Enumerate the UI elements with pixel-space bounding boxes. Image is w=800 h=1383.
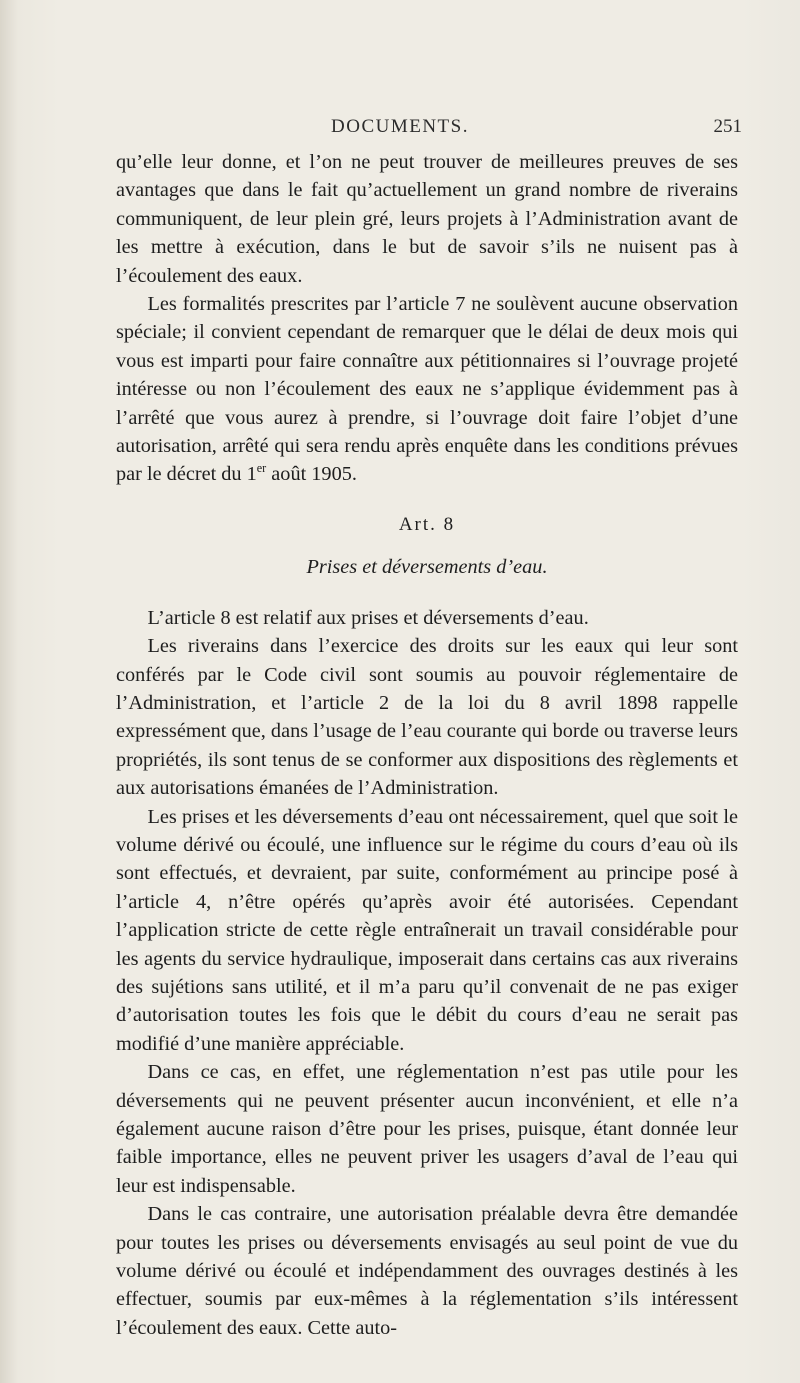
paragraph-text-end: août 1905. (266, 463, 357, 486)
paragraph: Les prises et les déversements d’eau ont nécessairement, quel que soit le volume dérivé ou écoulé, une influence sur le régime du cours d’eau où ils sont effectués, et devraient, par suite, conformément au principe posé à l’article 4, n’être opérés qu’après avoir été autorisées. Cependant l’application stricte de cette règle entraînerait un travail considérable pour les agents du service hydraulique, imposerait dans certains cas aux riverains des sujétions sans utilité, et il m’a paru qu’il convenait de ne pas exiger d’autorisation toutes les fois que le débit du cours d’eau ne serait pas modifié d’une manière appréciable. (116, 805, 738, 1055)
running-title: DOCUMENTS. (331, 116, 469, 137)
ordinal-superscript: er (256, 461, 267, 476)
paragraph-article-7-commentary (116, 290, 738, 489)
paragraph: Dans le cas contraire, une autorisation préalable devra être demandée pour toutes les prises ou déversements envisagés au seul point de vue du volume dérivé ou écoulé et indépendamment des ouvrages destinés à les effectuer, soumis par eux-mêmes à la réglementation s’ils intéressent l’écoulement des eaux. Cette auto- (116, 1203, 738, 1339)
page-body (116, 148, 738, 1342)
article-subtitle: Prises et déversements d’eau. (306, 556, 548, 579)
paragraph: L’article 8 est relatif aux prises et déversements d’eau. (147, 606, 589, 629)
paragraph: Dans ce cas, en effet, une réglementation n’est pas utile pour les déversements qui ne peuvent présenter aucun inconvénient, et elle n’a également aucune raison d’être pour les prises, puisque, étant donnée leur faible importance, elles ne peuvent priver les usagers d’aval de l’eau qui leur est indispensable. (116, 1061, 738, 1197)
paragraph: Les riverains dans l’exercice des droits sur les eaux qui leur sont conférés par le Code civil sont soumis au pouvoir réglementaire de l’Administration, et l’article 2 de la loi du 8 avril 1898 rappelle expressément que, dans l’usage de l’eau courante qui borde ou traverse leurs propriétés, ils sont tenus de se conformer aux dispositions des règlements et aux autorisations émanées de l’Administration. (116, 635, 738, 800)
article-heading: Art. 8 (398, 513, 456, 535)
paragraph-continued: qu’elle leur donne, et l’on ne peut trouver de meilleures preuves de ses avantages que dans le fait qu’actuellement un grand nombre de riverains communiquent, de leur plein gré, leurs projets à l’Administration avant de les mettre à exécution, dans le but de savoir s’ils ne nuisent pas à l’écoulement des eaux. (116, 151, 738, 287)
paragraph-text: Les formalités prescrites par l’article 7 ne soulèvent aucune observation spéciale; il convient cependant de remarquer que le délai de deux mois qui vous est imparti pour faire connaître aux pétitionnaires si l’ouvrage projeté intéresse ou non l’écoulement des eaux ne s’applique évidemment pas à l’arrêté que vous aurez à prendre, si l’ouvrage doit faire l’objet d’une autorisation, arrêté qui sera rendu après enquête dans les conditions prévues par le décret du 1 (116, 293, 738, 486)
page-number: 251 (713, 116, 742, 137)
running-head (0, 116, 800, 140)
